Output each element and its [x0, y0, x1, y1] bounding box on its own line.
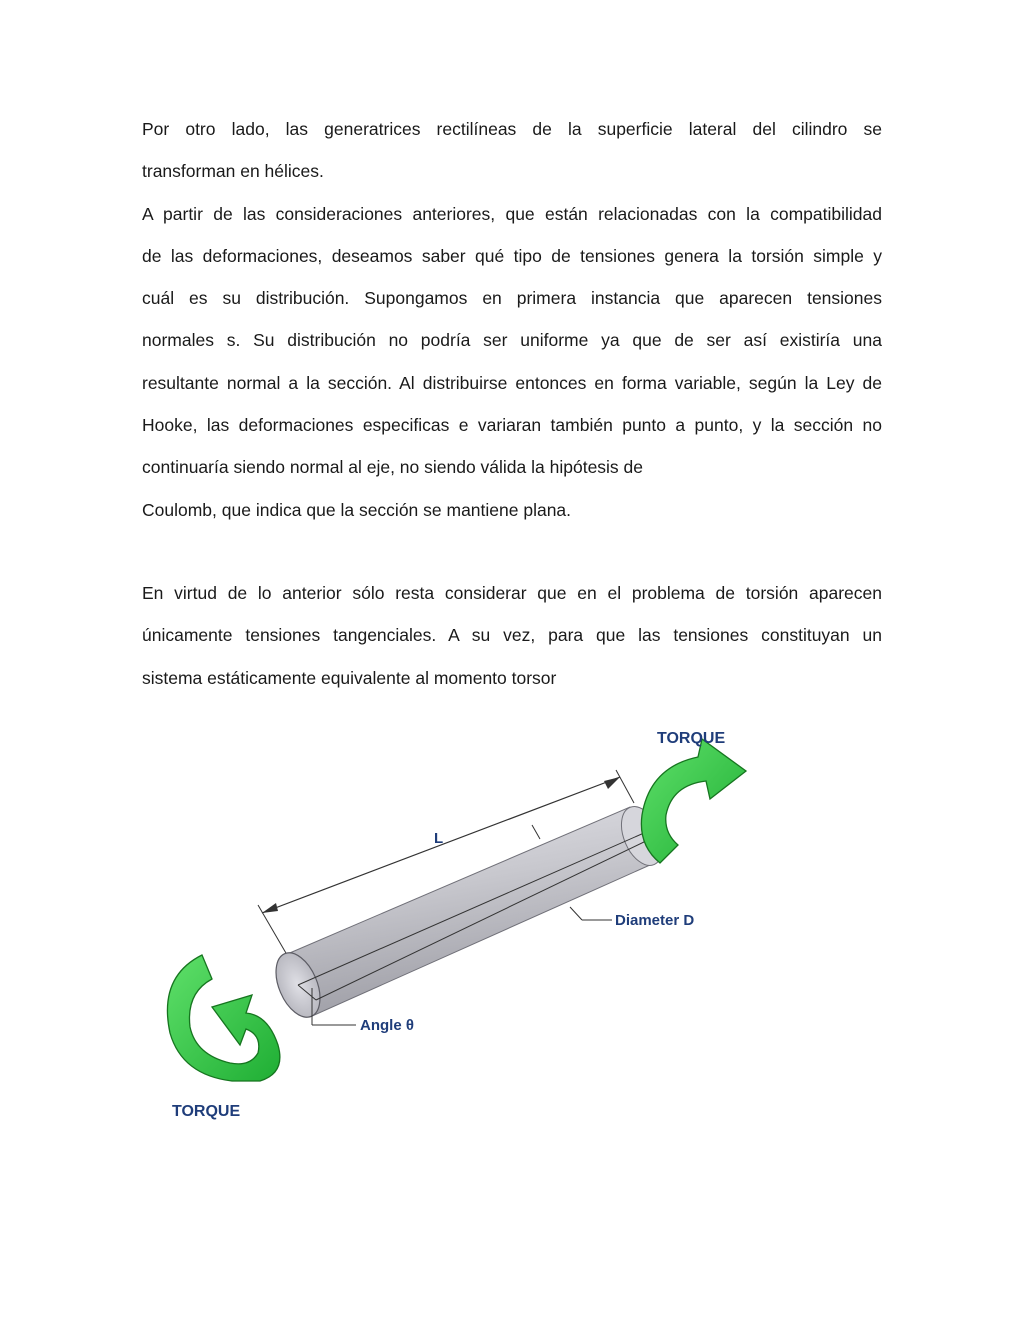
torque-arrow-top-icon	[641, 739, 746, 863]
paragraph-line: normales s. Su distribución no podría ser uniforme ya que de ser así existiría una	[142, 330, 882, 351]
length-label: L	[434, 830, 444, 847]
torsion-diagram	[150, 715, 770, 1135]
paragraph-line: sistema estáticamente equivalente al momento torsor	[142, 667, 557, 688]
paragraph-line: continuaría siendo normal al eje, no siendo válida la hipótesis de	[142, 457, 644, 478]
paragraph-line: Coulomb, que indica que la sección se mantiene plana.	[142, 499, 572, 520]
paragraph-1	[142, 108, 882, 531]
paragraph-line: únicamente tensiones tangenciales. A su vez, para que las tensiones constituyan un	[142, 625, 882, 646]
diameter-label: Diameter D	[615, 912, 695, 929]
torsion-figure	[150, 715, 770, 1135]
paragraph-line: cuál es su distribución. Supongamos en primera instancia que aparecen tensiones	[142, 288, 882, 309]
paragraph-line: Por otro lado, las generatrices rectilíneas de la superficie lateral del cilindro se	[142, 119, 882, 139]
paragraph-line: de las deformaciones, deseamos saber qué tipo de tensiones genera la torsión simple y	[142, 245, 882, 266]
paragraph-line: Hooke, las deformaciones especificas e variaran también punto a punto, y la sección no	[142, 415, 882, 436]
torque-label-top: TORQUE	[657, 730, 726, 747]
diameter-leader	[570, 907, 612, 920]
paragraph-2	[142, 572, 882, 699]
torque-label-bottom: TORQUE	[172, 1103, 241, 1120]
torque-arrow-bottom-icon	[167, 955, 279, 1081]
paragraph-line: transforman en hélices.	[142, 161, 324, 182]
paragraph-line: En virtud de lo anterior sólo resta considerar que en el problema de torsión aparecen	[142, 583, 882, 603]
paragraph-line: A partir de las consideraciones anteriores, que están relacionadas con la compatibilidad	[142, 203, 882, 224]
angle-label: Angle θ	[360, 1017, 414, 1034]
paragraph-line: resultante normal a la sección. Al distribuirse entonces en forma variable, según la Ley de	[142, 372, 882, 393]
